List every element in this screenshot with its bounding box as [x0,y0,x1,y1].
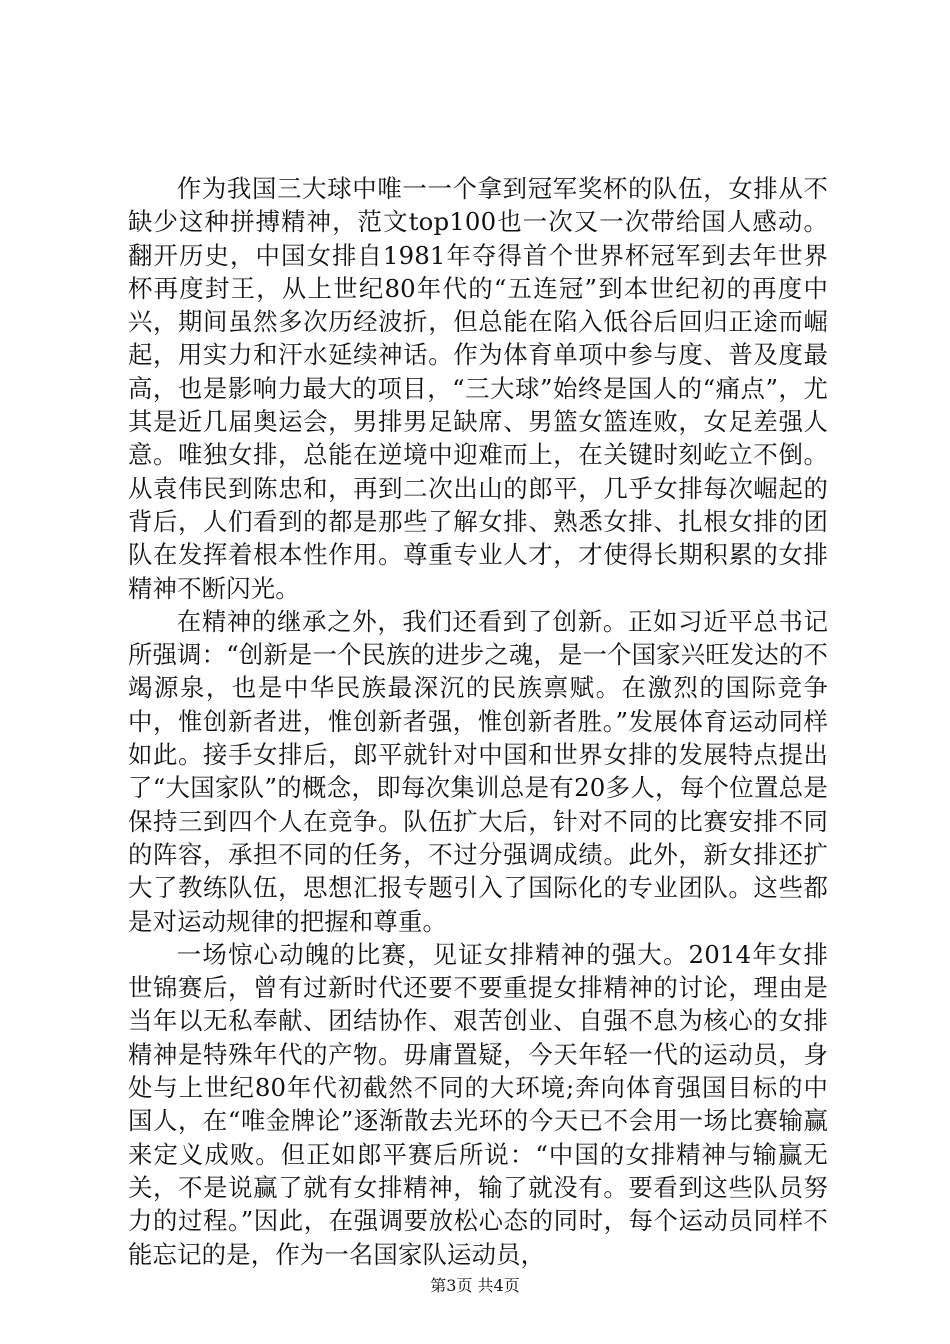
page-number: 第3页 共4页 [430,1276,520,1295]
paragraph: 作为我国三大球中唯一一个拿到冠军奖杯的队伍，女排从不缺少这种拼搏精神，范文top100也一次又一次带给国人感动。翻开历史，中国女排自1981年夺得首个世界杯冠军到去年世界杯再度封王，从上世纪80年代的“五连冠”到本世纪初的再度中兴，期间虽然多次历经波折，但总能在陷入低谷后回归正途而崛起，用实力和汗水延续神话。作为体育单项中参与度、普及度最高，也是影响力最大的项目，“三大球”始终是国人的“痛点”，尤其是近几届奥运会，男排男足缺席、男篮女篮连败，女足差强人意。唯独女排，总能在逆境中迎难而上，在关键时刻屹立不倒。从袁伟民到陈忠和，再到二次出山的郎平，几乎女排每次崛起的背后，人们看到的都是那些了解女排、熟悉女排、扎根女排的团队在发挥着根本性作用。尊重专业人才，才使得长期积累的女排精神不断闪光。 [128,174,828,603]
document-body [128,172,828,1271]
paragraph: 一场惊心动魄的比赛，见证女排精神的强大。2014年女排世锦赛后，曾有过新时代还要不要重提女排精神的讨论，理由是当年以无私奉献、团结协作、艰苦创业、自强不息为核心的女排精神是特殊年代的产物。毋庸置疑，今天年轻一代的运动员，身处与上世纪80年代初截然不同的大环境;奔向体育强国目标的中国人，在“唯金牌论”逐渐散去光环的今天已不会用一场比赛输赢来定义成败。但正如郎平赛后所说：“中国的女排精神与输赢无关，不是说赢了就有女排精神，输了就没有。要看到这些队员努力的过程。”因此，在强调要放松心态的同时，每个运动员同样不能忘记的是，作为一名国家队运动员， [128,939,828,1269]
paragraph: 在精神的继承之外，我们还看到了创新。正如习近平总书记所强调：“创新是一个民族的进步之魂，是一个国家兴旺发达的不竭源泉，也是中华民族最深沉的民族禀赋。在激烈的国际竞争中，惟创新者进，惟创新者强，惟创新者胜。”发展体育运动同样如此。接手女排后，郎平就针对中国和世界女排的发展特点提出了“大国家队”的概念，即每次集训总是有20多人，每个位置总是保持三到四个人在竞争。队伍扩大后，针对不同的比赛安排不同的阵容，承担不同的任务，不过分强调成绩。此外，新女排还扩大了教练队伍，思想汇报专题引入了国际化的专业团队。这些都是对运动规律的把握和尊重。 [128,606,828,936]
